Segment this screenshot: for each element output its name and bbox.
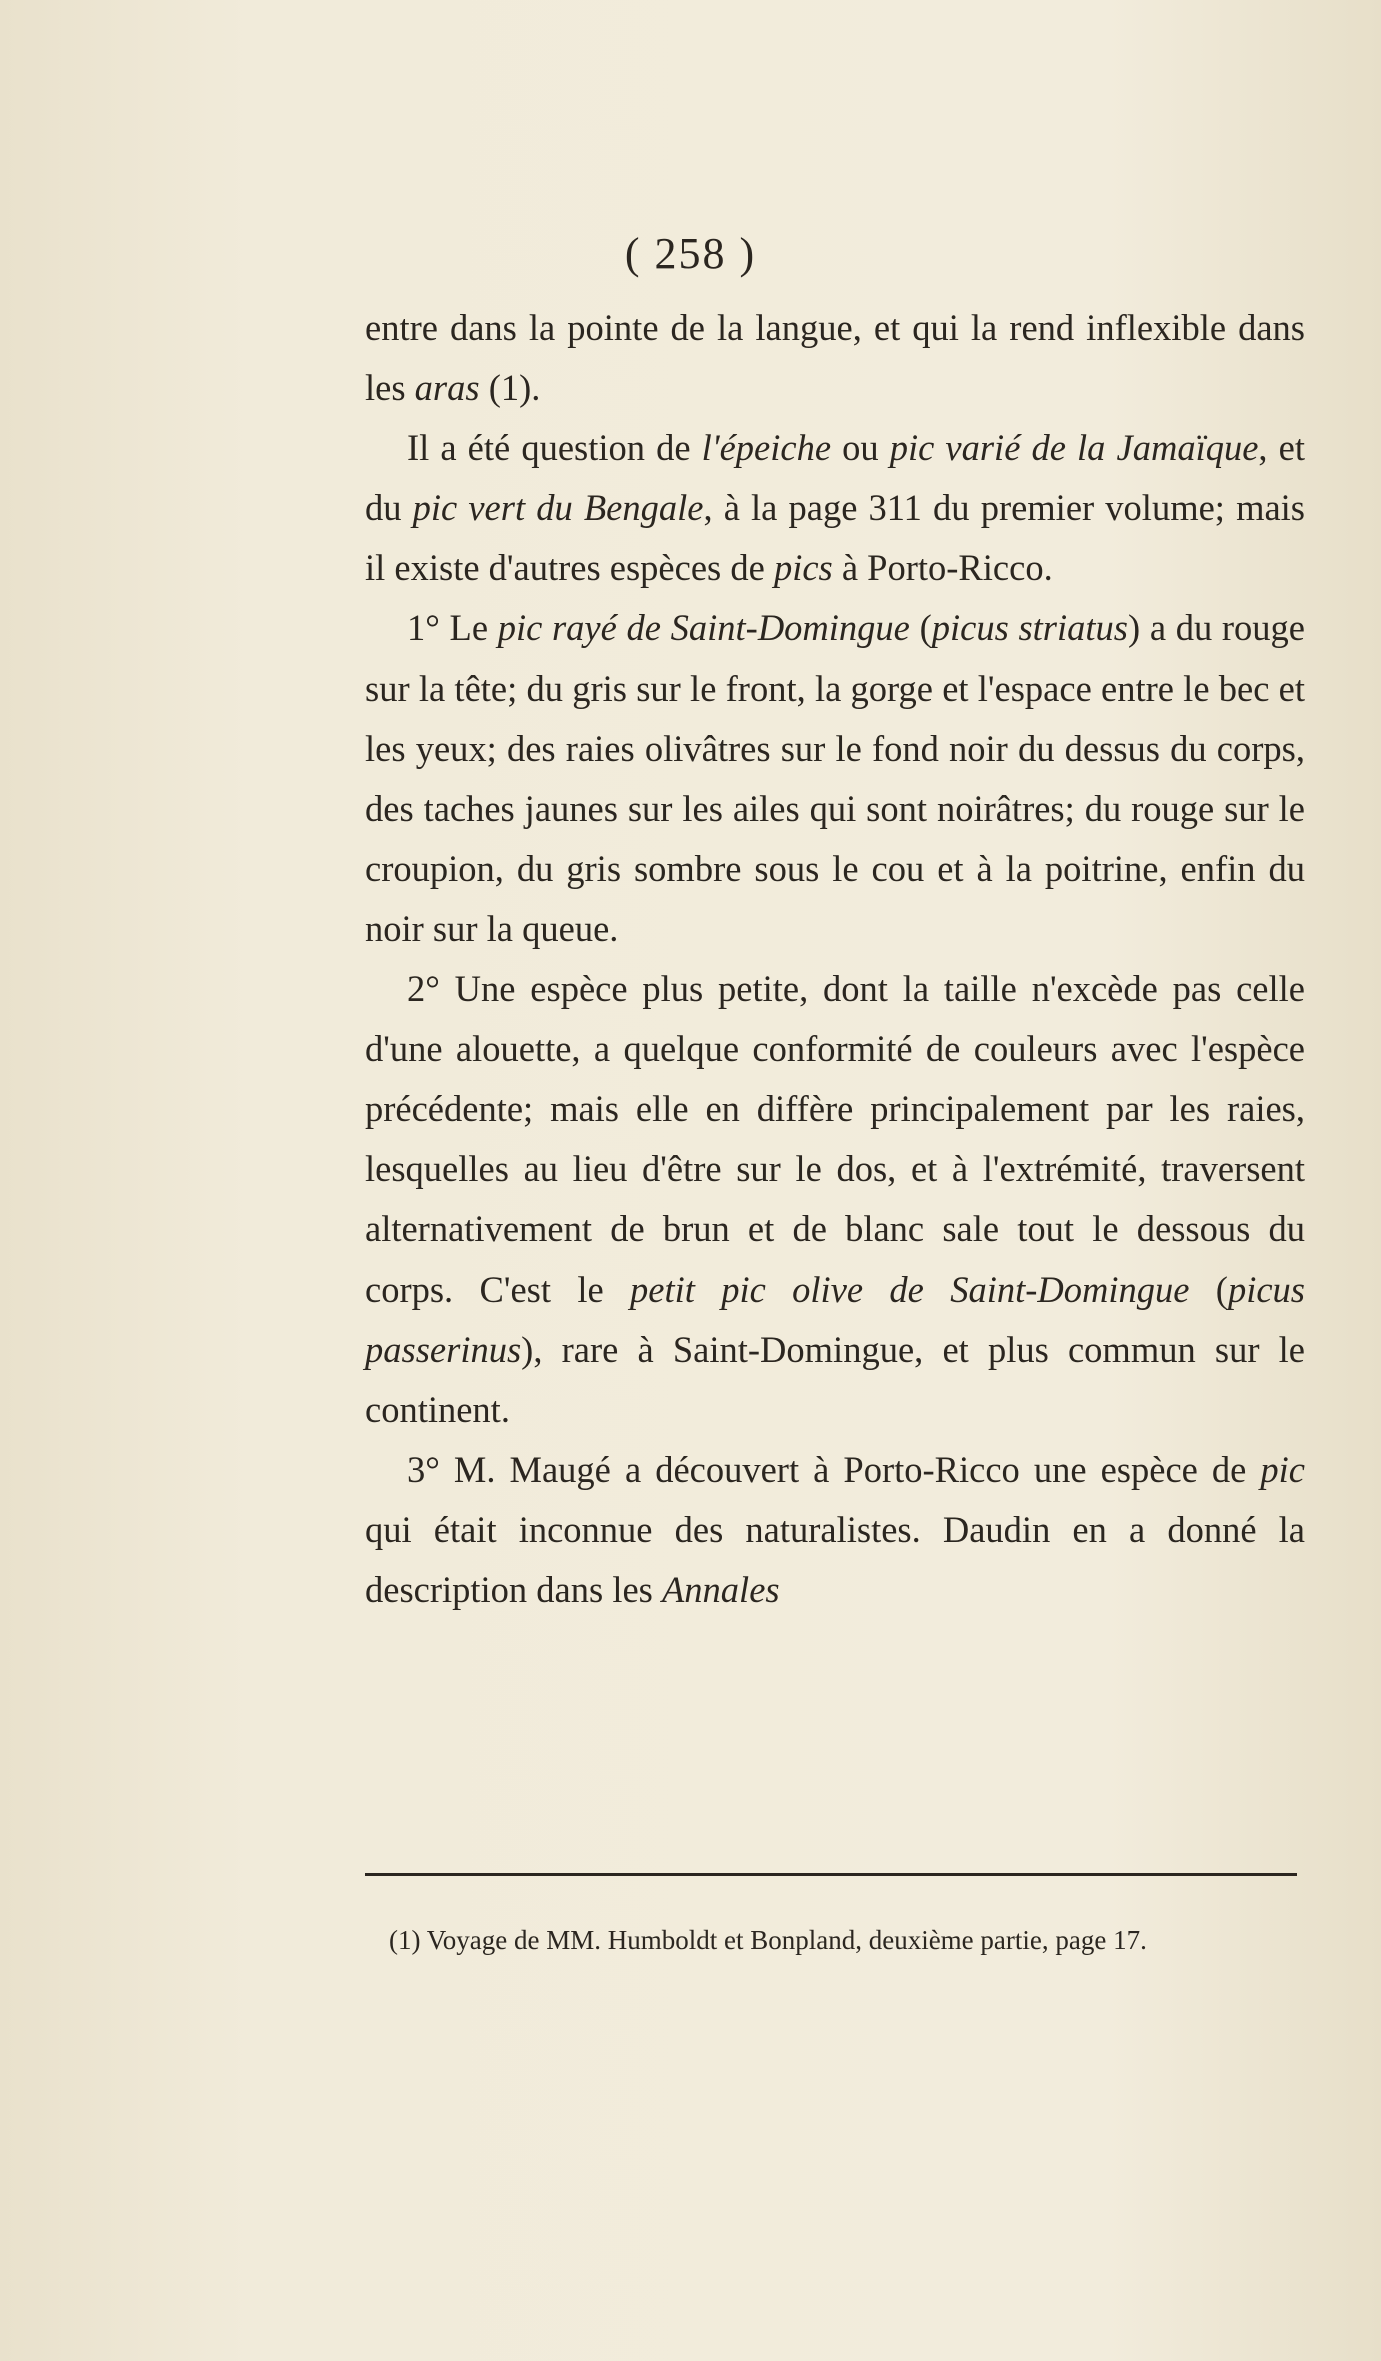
italic-text: pic vert du Bengale bbox=[412, 487, 704, 529]
italic-text: picus passerinus bbox=[365, 1268, 1306, 1370]
text-run: , à la page 311 du premier volume; mais il existe d'autres espèces de bbox=[365, 487, 1305, 589]
text-run: à Porto-Ricco. bbox=[832, 547, 1053, 589]
paragraph bbox=[365, 959, 1305, 1440]
text-run: ( bbox=[1189, 1268, 1228, 1310]
main-text bbox=[365, 298, 1305, 1620]
italic-text: picus striatus bbox=[931, 607, 1128, 649]
italic-text: Annales bbox=[662, 1568, 780, 1610]
paragraph bbox=[365, 298, 1305, 418]
text-run: , et du bbox=[365, 427, 1305, 529]
text-run: Il a été question de bbox=[407, 427, 702, 469]
italic-text: l'épeiche bbox=[701, 427, 832, 469]
footnote bbox=[365, 1918, 1305, 1963]
italic-text: pics bbox=[773, 547, 833, 589]
italic-text: pic varié de la Jamaïque bbox=[889, 427, 1259, 469]
text-run: (1). bbox=[479, 367, 541, 409]
italic-text: pic rayé de Saint-Domingue bbox=[497, 607, 910, 649]
paragraph bbox=[365, 598, 1305, 959]
italic-text: pic bbox=[1260, 1448, 1305, 1490]
italic-text: petit pic olive de Saint-Domingue bbox=[630, 1268, 1190, 1310]
text-run: 3° M. Maugé a découvert à Porto-Ricco une espèce de bbox=[407, 1448, 1261, 1490]
paragraph bbox=[365, 418, 1305, 598]
footnote-text: (1) Voyage de MM. Humboldt et Bonpland, deuxième partie, page 17. bbox=[389, 1925, 1147, 1955]
text-run: ), rare à Saint-Domingue, et plus commun sur le continent. bbox=[365, 1328, 1305, 1430]
page-number: ( 258 ) bbox=[624, 229, 757, 278]
text-run: entre dans la pointe de la langue, et qui la rend inflexible dans les bbox=[365, 307, 1305, 409]
text-run: 1° Le bbox=[407, 607, 498, 649]
text-run: ( bbox=[909, 607, 932, 649]
text-run: qui était inconnue des naturalistes. Daudin en a donné la description dans les bbox=[365, 1508, 1305, 1610]
text-run: 2° Une espèce plus petite, dont la taille n'excède pas celle d'une alouette, a quelque conformité de couleurs avec l'espèce précédente; mais elle en diffère principalement par les raies, lesquelles au lieu d'être sur le dos, et à l'extrémité, traversent alternativement de brun et de blanc sale tout le dessous du corps. C'est le bbox=[365, 968, 1305, 1310]
paragraph bbox=[365, 1440, 1305, 1620]
italic-text: aras bbox=[414, 367, 480, 409]
text-run: ) a du rouge sur la tête; du gris sur le front, la gorge et l'espace entre le bec et les yeux; des raies olivâtres sur le fond noir du dessus du corps, des taches jaunes sur les ailes qui sont noirâtres; du rouge sur le croupion, du gris sombre sous le cou et à la poitrine, enfin du noir sur la queue. bbox=[365, 607, 1305, 949]
footnote-rule bbox=[365, 1873, 1297, 1876]
text-run: ou bbox=[831, 427, 890, 469]
